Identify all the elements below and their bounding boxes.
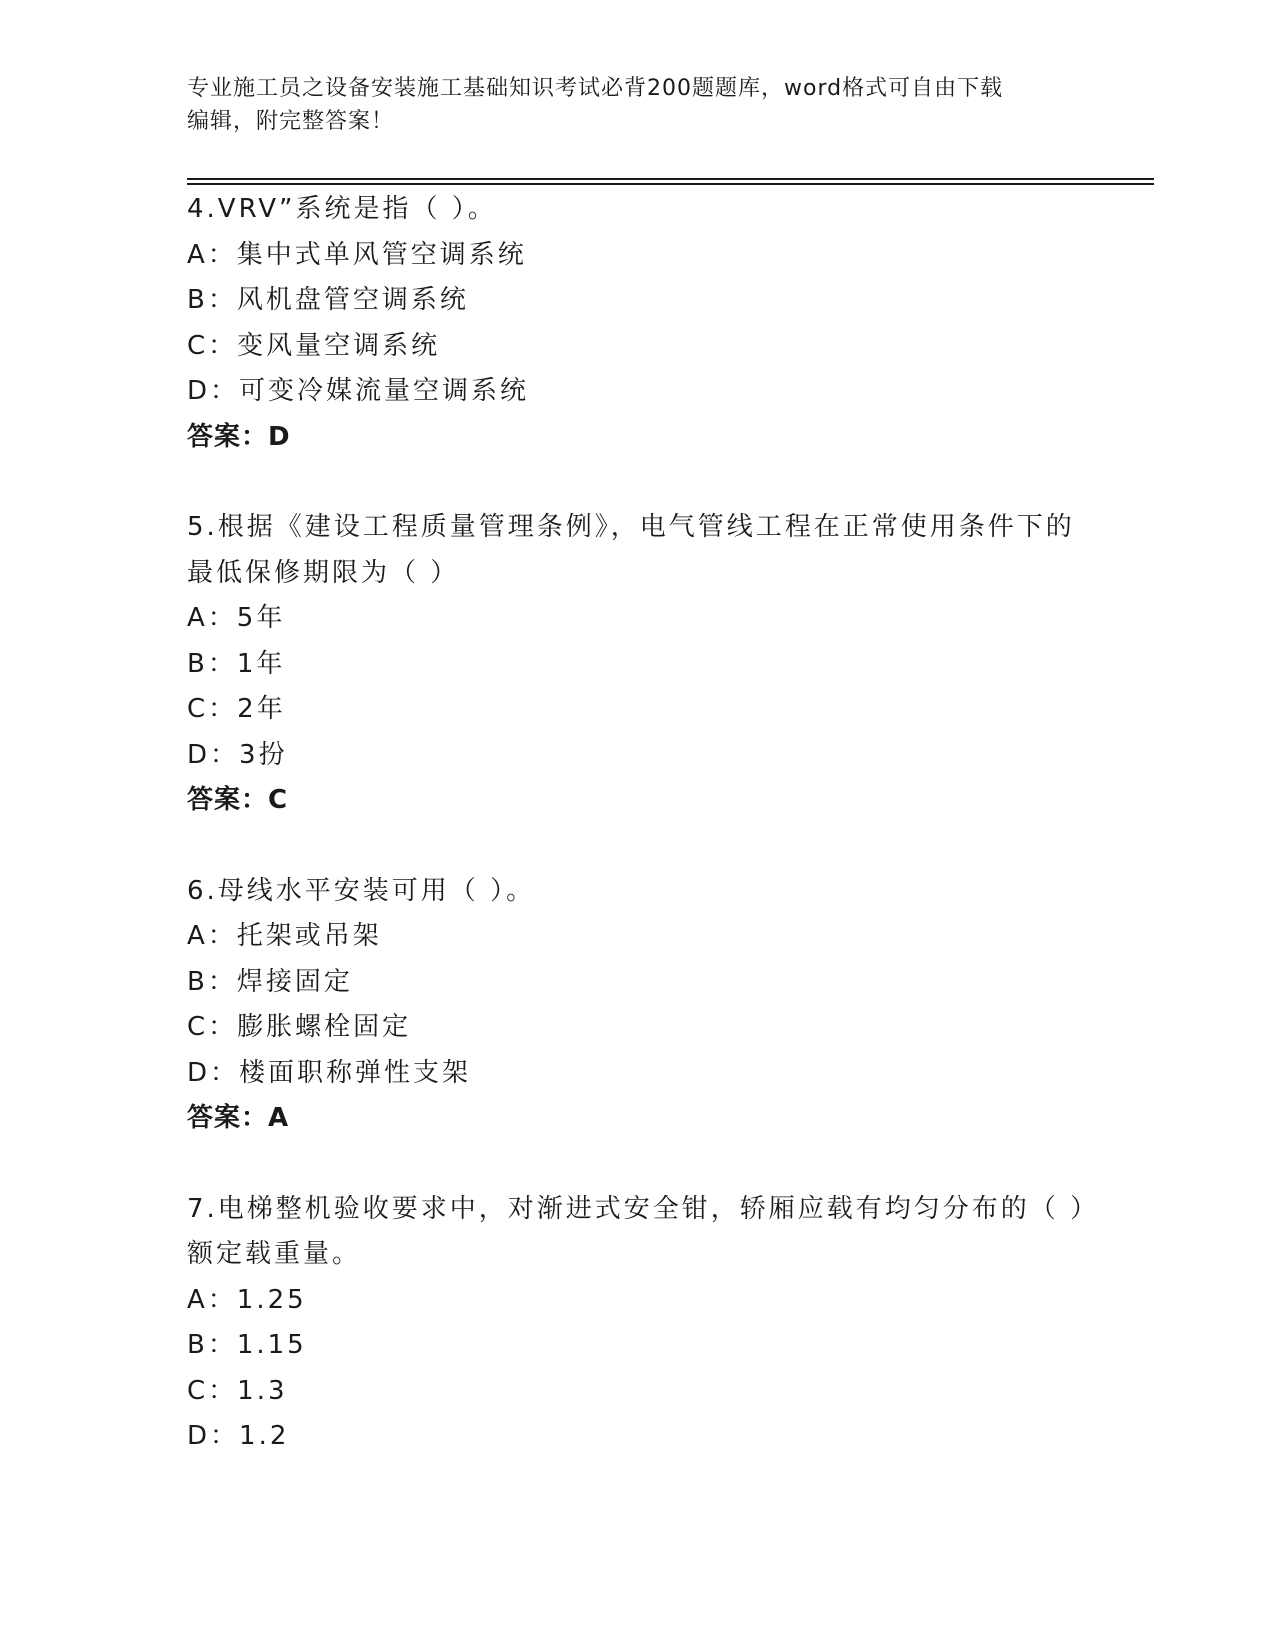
header-line-2: 编辑，附完整答案！: [187, 109, 395, 134]
question-stem: 4.VRV”系统是指（ ）。: [187, 194, 497, 224]
option-c: C：变风量空调系统: [187, 330, 441, 361]
document-header: [187, 72, 1067, 138]
option-a: A：托架或吊架: [187, 921, 382, 951]
answer: 答案：A: [187, 1103, 290, 1133]
question-5: [187, 505, 1087, 824]
option-a: A：集中式单风管空调系统: [187, 239, 527, 270]
option-a: A：1.25: [187, 1284, 307, 1315]
option-c: C：2年: [187, 694, 286, 724]
header-divider-bottom: [187, 183, 1154, 185]
question-6: [187, 869, 1087, 1142]
option-b: B：1年: [187, 648, 286, 679]
question-4: [187, 187, 1087, 460]
option-b: B：1.15: [187, 1330, 307, 1360]
question-7: [187, 1187, 1087, 1460]
option-d: D：楼面职称弹性支架: [187, 1057, 472, 1088]
option-c: C：膨胀螺栓固定: [187, 1012, 412, 1042]
option-b: B：风机盘管空调系统: [187, 285, 469, 315]
option-c: C：1.3: [187, 1375, 288, 1406]
option-a: A：5年: [187, 603, 286, 633]
header-divider-top: [187, 178, 1154, 180]
option-d: D：1.2: [187, 1421, 290, 1451]
question-list: [187, 187, 1087, 1505]
answer: 答案：C: [187, 785, 289, 815]
answer: 答案：D: [187, 421, 291, 452]
question-stem: 5.根据《建设工程质量管理条例》，电气管线工程在正常使用条件下的最低保修期限为（ ）: [187, 512, 1075, 588]
question-stem: 7.电梯整机验收要求中，对渐进式安全钳，轿厢应载有均匀分布的（ ）额定载重量。: [187, 1193, 1087, 1269]
question-stem: 6.母线水平安装可用（ ）。: [187, 875, 536, 906]
option-d: D：3扮: [187, 739, 288, 770]
option-d: D：可变冷媒流量空调系统: [187, 376, 530, 406]
header-line-1: 专业施工员之设备安装施工基础知识考试必背200题题库，word格式可自由下载: [187, 76, 1004, 101]
option-b: B：焊接固定: [187, 966, 353, 997]
